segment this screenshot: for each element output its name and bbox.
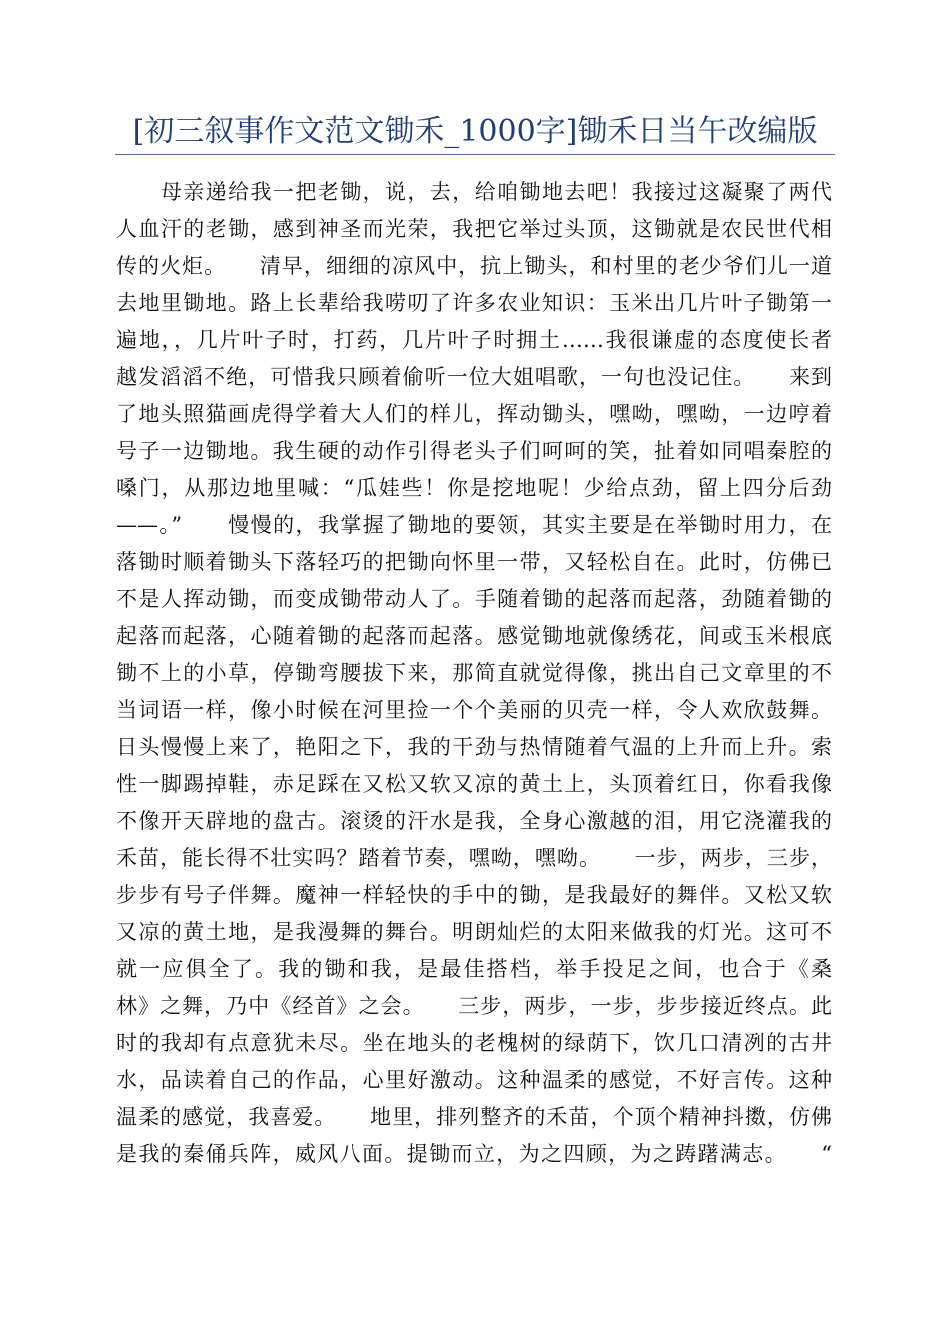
body-line: 性一脚踢掉鞋，赤足踩在又松又软又凉的黄土上，头顶着红日，你看我像 [116, 772, 832, 796]
title-underline [115, 154, 835, 155]
body-line: 当词语一样，像小时候在河里捡一个个美丽的贝壳一样，令人欢欣鼓舞。 [116, 698, 832, 722]
document-body [116, 174, 832, 1173]
body-line: 步步有号子伴舞。魔神一样轻快的手中的锄，是我最好的舞伴。又松又软 [116, 883, 832, 907]
body-line: 水，品读着自己的作品，心里好激动。这种温柔的感觉，不好言传。这种 [116, 1068, 832, 1092]
body-line: 遍地，，几片叶子时，打药，几片叶子时拥土……我很谦虚的态度使长者 [116, 328, 832, 352]
body-line: 人血汗的老锄，感到神圣而光荣，我把它举过头顶，这锄就是农民世代相 [116, 217, 832, 241]
body-line: 温柔的感觉，我喜爱。 地里，排列整齐的禾苗，个顶个精神抖擞，仿佛 [116, 1105, 832, 1129]
body-line: 越发滔滔不绝，可惜我只顾着偷听一位大姐唱歌，一句也没记住。 来到 [116, 365, 832, 389]
body-line: 禾苗，能长得不壮实吗？踏着节奏，嘿呦，嘿呦。 一步，两步，三步， [116, 846, 832, 870]
body-line: 母亲递给我一把老锄，说，去，给咱锄地去吧！我接过这凝聚了两代 [116, 180, 832, 204]
body-line: 林》之舞，乃中《经首》之会。 三步，两步，一步，步步接近终点。此 [116, 994, 832, 1018]
body-line: 传的火炬。 清早，细细的凉风中，抗上锄头，和村里的老少爷们儿一道 [116, 254, 832, 278]
body-line: 不像开天辟地的盘古。滚烫的汗水是我，全身心激越的泪，用它浇灌我的 [116, 809, 832, 833]
body-line: 时的我却有点意犹未尽。坐在地头的老槐树的绿荫下，饮几口清冽的古井 [116, 1031, 832, 1055]
body-line: 又凉的黄土地，是我漫舞的舞台。明朗灿烂的太阳来做我的灯光。这可不 [116, 920, 832, 944]
body-line: 号子一边锄地。我生硬的动作引得老头子们呵呵的笑，扯着如同唱秦腔的 [116, 439, 832, 463]
body-line: 了地头照猫画虎得学着大人们的样儿，挥动锄头，嘿呦，嘿呦，一边哼着 [116, 402, 832, 426]
body-line: 就一应俱全了。我的锄和我，是最佳搭档，举手投足之间，也合于《桑 [116, 957, 832, 981]
body-line: 日头慢慢上来了，艳阳之下，我的干劲与热情随着气温的上升而上升。索 [116, 735, 832, 759]
body-line: 不是人挥动锄，而变成锄带动人了。手随着锄的起落而起落，劲随着锄的 [116, 587, 832, 611]
body-line: 起落而起落，心随着锄的起落而起落。感觉锄地就像绣花，间或玉米根底 [116, 624, 832, 648]
body-line: ——。” 慢慢的，我掌握了锄地的要领，其实主要是在举锄时用力，在 [116, 513, 832, 537]
body-line: 落锄时顺着锄头下落轻巧的把锄向怀里一带，又轻松自在。此时，仿佛已 [116, 550, 832, 574]
body-line: 锄不上的小草，停锄弯腰拔下来，那简直就觉得像，挑出自己文章里的不 [116, 661, 832, 685]
body-line: 去地里锄地。路上长辈给我唠叨了许多农业知识：玉米出几片叶子锄第一 [116, 291, 832, 315]
document-title: [初三叙事作文范文锄禾_1000字]锄禾日当午改编版 [132, 114, 818, 149]
body-line: 是我的秦俑兵阵，威风八面。提锄而立，为之四顾，为之踌躇满志。 “ [116, 1142, 832, 1166]
body-line: 嗓门，从那边地里喊：“瓜娃些！你是挖地呢！少给点劲，留上四分后劲 [116, 476, 832, 500]
